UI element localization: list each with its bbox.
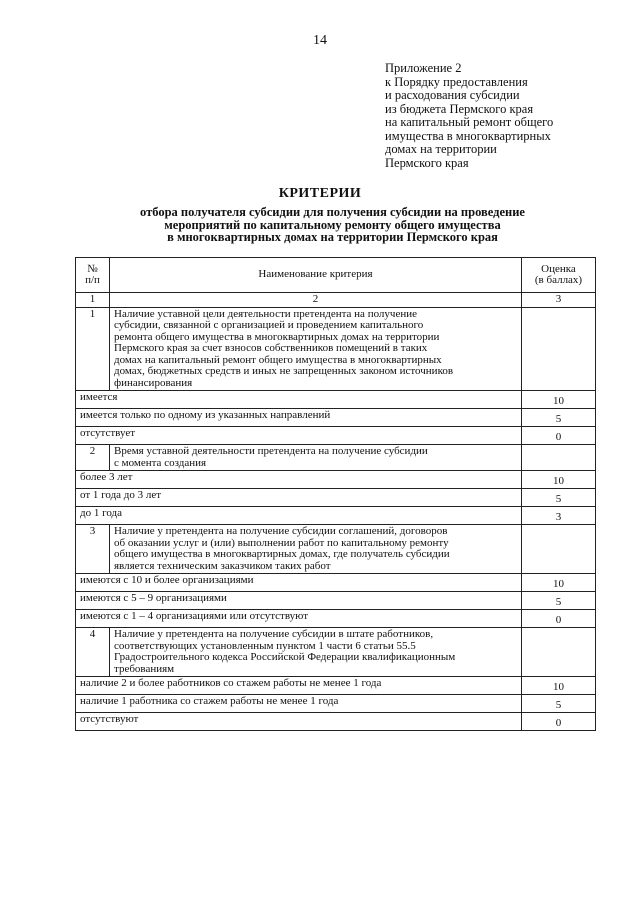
option-row [76, 507, 596, 525]
option-row [76, 713, 596, 731]
document-subtitle [80, 206, 585, 244]
option-label: от 1 года до 3 лет [76, 489, 522, 507]
option-score: 5 [522, 409, 596, 427]
subtitle-line: отбора получателя субсидии для получения субсидии на проведение [140, 205, 525, 219]
option-row [76, 391, 596, 409]
option-row [76, 409, 596, 427]
annex-block [385, 62, 553, 170]
criterion-text: Наличие уставной цели деятельности претендента на получение субсидии, связанной с организацией и проведением капитального ремонта общего имущества в многоквартирных домах на территории Пермского края за счет взносов собственников помещений в таких домах на капитальный ремонт общего имущества в многоквартирных домах, бюджетных средств и иных не запрещенных законом источников финансирования [110, 307, 522, 391]
criterion-row [76, 525, 596, 574]
option-label: отсутствуют [76, 713, 522, 731]
annex-line: на капитальный ремонт общего [385, 115, 554, 129]
annex-line: домах на территории [385, 142, 497, 156]
criterion-number: 4 [76, 628, 110, 677]
annex-line: имущества в многоквартирных [385, 128, 551, 143]
option-label: имеется только по одному из указанных направлений [76, 409, 522, 427]
criterion-score-empty [522, 525, 596, 574]
option-label: наличие 1 работника со стажем работы не менее 1 года [76, 695, 522, 713]
criterion-row [76, 445, 596, 471]
criterion-number: 1 [76, 307, 110, 391]
option-score: 5 [522, 592, 596, 610]
header-num: № п/п [76, 258, 110, 293]
criterion-number: 2 [76, 445, 110, 471]
criteria-table [75, 257, 596, 731]
option-row [76, 677, 596, 695]
document-title: КРИТЕРИИ [278, 186, 362, 201]
criterion-row [76, 628, 596, 677]
annex-line: и расходования субсидии [385, 88, 520, 102]
option-score: 10 [522, 391, 596, 409]
option-row [76, 610, 596, 628]
annex-line: из бюджета Пермского края [385, 101, 534, 116]
criterion-number: 3 [76, 525, 110, 574]
option-row [76, 471, 596, 489]
criterion-row [76, 307, 596, 391]
option-score: 10 [522, 574, 596, 592]
option-row [76, 592, 596, 610]
option-score: 0 [522, 713, 596, 731]
criterion-text: Наличие у претендента на получение субсидии соглашений, договоров об оказании услуг и (или) выполнении работ по капитальному ремонту общего имущества в многоквартирных домах, где получатель субсидии является техническим заказчиком таких работ [110, 525, 522, 574]
header-name: Наименование критерия [110, 258, 522, 293]
option-label: имеется [76, 391, 522, 409]
index-score: 3 [522, 293, 596, 308]
subtitle-line: в многоквартирных домах на территории Пермского края [167, 230, 498, 244]
option-row [76, 489, 596, 507]
subtitle-line: мероприятий по капитальному ремонту общего имущества [164, 217, 501, 232]
option-row [76, 427, 596, 445]
option-score: 0 [522, 610, 596, 628]
option-label: имеются с 5 – 9 организациями [76, 592, 522, 610]
option-label: более 3 лет [76, 471, 522, 489]
option-score: 3 [522, 507, 596, 525]
criterion-score-empty [522, 445, 596, 471]
criterion-text: Время уставной деятельности претендента на получение субсидии с момента создания [110, 445, 522, 471]
option-label: отсутствует [76, 427, 522, 445]
option-label: имеются с 1 – 4 организациями или отсутствуют [76, 610, 522, 628]
criterion-text: Наличие у претендента на получение субсидии в штате работников, соответствующих установленным пунктом 1 части 6 статьи 55.5 Градостроительного кодекса Российской Федерации квалификационным требованиям [110, 628, 522, 677]
index-num: 1 [76, 293, 110, 308]
option-score: 10 [522, 677, 596, 695]
index-name: 2 [110, 293, 522, 308]
option-score: 10 [522, 471, 596, 489]
header-row [76, 258, 596, 293]
annex-line: Пермского края [385, 155, 469, 170]
option-label: имеются с 10 и более организациями [76, 574, 522, 592]
header-score: Оценка (в баллах) [522, 258, 596, 293]
criterion-score-empty [522, 307, 596, 391]
header-index-row [76, 293, 596, 308]
option-row [76, 695, 596, 713]
option-row [76, 574, 596, 592]
criterion-score-empty [522, 628, 596, 677]
annex-line: к Порядку предоставления [385, 74, 528, 89]
option-score: 5 [522, 695, 596, 713]
annex-line: Приложение 2 [385, 61, 462, 75]
page-number: 14 [313, 33, 327, 48]
option-score: 5 [522, 489, 596, 507]
option-label: наличие 2 и более работников со стажем работы не менее 1 года [76, 677, 522, 695]
option-label: до 1 года [76, 507, 522, 525]
option-score: 0 [522, 427, 596, 445]
